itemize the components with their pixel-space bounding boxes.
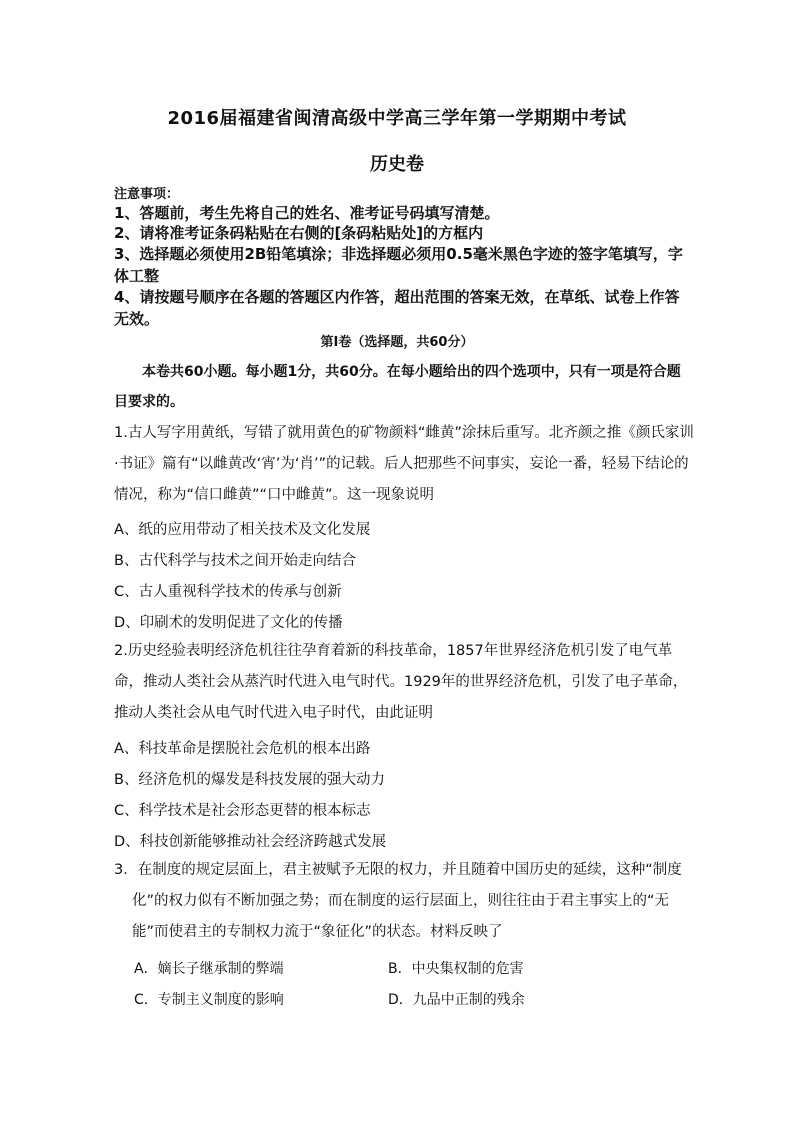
section-intro: 本卷共60小题。每小题1分，共60分。在每小题给出的四个选项中，只有一项是符合题目要求的。: [114, 364, 681, 410]
exam-subtitle: 历史卷: [370, 154, 424, 175]
question-1-option-c: C、古人重视科学技术的传承与创新: [114, 584, 342, 600]
question-3-option-b: B．中央集权制的危害: [388, 961, 524, 977]
question-2-option-d: D、科技创新能够推动社会经济跨越式发展: [114, 834, 387, 850]
notice-heading: 注意事项：: [114, 187, 180, 202]
question-1-option-a: A、纸的应用带动了相关技术及文化发展: [114, 522, 371, 538]
exam-title: 2016届福建省闽清高级中学高三学年第一学期期中考试: [167, 108, 627, 129]
question-2-option-b: B、经济危机的爆发是科技发展的强大动力: [114, 772, 385, 788]
question-1-stem: 1.古人写字用黄纸，写错了就用黄色的矿物颜料“雌黄”涂抹后重写。北齐颜之推《颜氏家训·书证》篇有“以雌黄改‘宵’为‘肖’”的记载。后人把那些不问事实，妄论一番，轻易下结论的情况，称为“信口雌黄”“口中雌黄”。这一现象说明: [114, 425, 694, 503]
question-1-option-b: B、古代科学与技术之间开始走向结合: [114, 553, 356, 569]
question-3-option-d: D．九品中正制的残余: [388, 992, 525, 1008]
question-2-option-c: C、科学技术是社会形态更替的根本标志: [114, 803, 371, 819]
section-heading: 第Ⅰ卷（选择题，共60分）: [320, 335, 474, 350]
question-3-stem: 3．在制度的规定层面上，君主被赋予无限的权力，并且随着中国历史的延续，这种“制度化”的权力似有不断加强之势；而在制度的运行层面上，则往往由于君主事实上的“无能”而使君主的专制权力流于“象征化”的状态。材料反映了: [114, 862, 682, 940]
notice-item-1: 1、答题前，考生先将自己的姓名、准考证号码填写清楚。: [114, 204, 500, 222]
question-2-stem: 2.历史经验表明经济危机往往孕育着新的科技革命，1857年世界经济危机引发了电气革命，推动人类社会从蒸汽时代进入电气时代。1929年的世界经济危机，引发了电子革命，推动人类社会从电气时代进入电子时代，由此证明: [114, 643, 688, 721]
question-3-option-a: A．嫡长子继承制的弊端: [134, 961, 284, 977]
notice-item-4: 4、请按题号顺序在各题的答题区内作答，超出范围的答案无效，在草纸、试卷上作答无效。: [114, 288, 680, 328]
question-2-option-a: A、科技革命是摆脱社会危机的根本出路: [114, 741, 371, 757]
question-3-option-c: C．专制主义制度的影响: [134, 992, 284, 1008]
notice-item-2: 2、请将准考证条码粘贴在右侧的[条码粘贴处]的方框内: [114, 224, 484, 242]
notice-item-3: 3、选择题必须使用2B铅笔填涂；非选择题必须用0.5毫米黑色字迹的签字笔填写，字体工整: [114, 245, 683, 285]
question-1-option-d: D、印刷术的发明促进了文化的传播: [114, 615, 343, 631]
